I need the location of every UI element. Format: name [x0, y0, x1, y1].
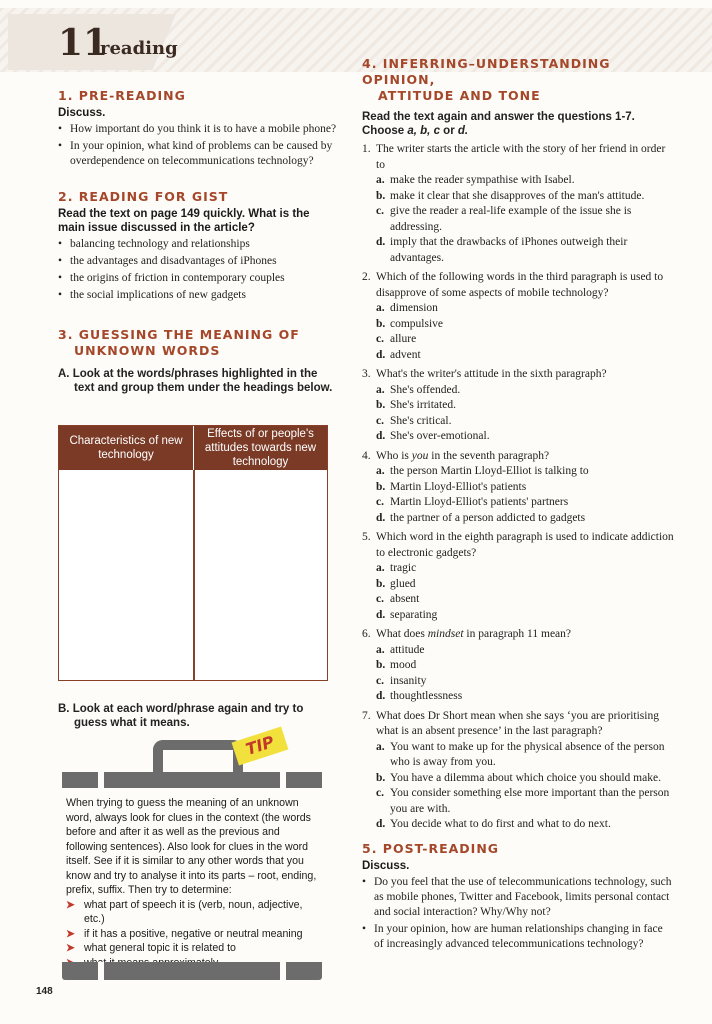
option-text: She's critical.	[390, 414, 452, 427]
option-text: the partner of a person addicted to gadgets	[390, 511, 586, 524]
option-letter: a.	[376, 302, 385, 314]
answer-option	[376, 383, 674, 399]
answer-option	[376, 643, 674, 659]
post-reading-instruction: Discuss.	[362, 859, 410, 872]
option-letter: d.	[376, 511, 386, 524]
instruction-letters: a, b, c	[407, 125, 440, 137]
answer-option	[376, 495, 674, 511]
option-text: make it clear that she disapproves of the man's attitude.	[390, 189, 645, 202]
section-title-line: 4. INFERRING–UNDERSTANDING OPINION,	[362, 56, 611, 87]
question-number: 4.	[362, 449, 371, 462]
section-title-line: ATTITUDE AND TONE	[378, 88, 541, 103]
briefcase-bottom-icon	[62, 962, 322, 980]
option-letter: a.	[376, 643, 385, 656]
answer-option	[376, 429, 674, 445]
list-item: • the social implications of new gadgets	[58, 288, 338, 303]
option-text: She's offended.	[390, 383, 461, 396]
question-text-part: in paragraph 11 mean?	[463, 628, 572, 640]
answer-option	[376, 317, 674, 333]
question-emphasis: mindset	[427, 628, 464, 640]
question-number: 7.	[362, 709, 371, 722]
answer-option	[376, 689, 674, 705]
question-item	[362, 270, 674, 363]
section-title-gist: 2. READING FOR GIST	[58, 189, 229, 204]
tip-tag: TIP	[232, 727, 289, 766]
answer-option	[376, 204, 674, 235]
option-letter: c.	[376, 333, 384, 345]
pre-reading-list	[58, 122, 338, 169]
option-text: You consider something else more important than the person you are with.	[390, 787, 670, 815]
option-text: insanity	[390, 674, 427, 687]
section-title-inferring	[362, 56, 674, 104]
answer-option	[376, 771, 674, 787]
tip-item-text: what general topic it is related to	[84, 942, 236, 954]
section-title-guessing	[58, 327, 338, 359]
answer-option	[376, 480, 674, 496]
answer-option	[376, 577, 674, 593]
answer-option	[376, 674, 674, 690]
left-column	[58, 88, 338, 395]
answer-option	[376, 398, 674, 414]
answer-option	[376, 189, 674, 205]
question-text	[376, 449, 674, 465]
answer-options	[376, 383, 674, 445]
question-item	[362, 367, 674, 445]
answer-option	[376, 658, 674, 674]
list-item: • the origins of friction in contemporary couples	[58, 271, 338, 286]
option-letter: d.	[376, 818, 386, 830]
option-letter: a.	[376, 465, 385, 477]
option-text: make the reader sympathise with Isabel.	[390, 174, 575, 186]
option-letter: c.	[376, 593, 384, 605]
question-number: 3.	[362, 368, 371, 380]
option-text: You have a dilemma about which choice you should make.	[390, 771, 661, 784]
option-text: Martin Lloyd-Elliot's patients' partners	[390, 496, 569, 508]
question-text: What's the writer's attitude in the sixth paragraph?	[376, 368, 607, 380]
option-letter: d.	[376, 236, 386, 248]
word-grouping-table	[58, 425, 328, 681]
question-item	[362, 449, 674, 527]
answer-option	[376, 235, 674, 266]
option-text: the person Martin Lloyd-Elliot is talking to	[390, 465, 589, 477]
option-letter: c.	[376, 496, 384, 508]
inferring-instruction	[362, 110, 674, 138]
instruction-d: d.	[457, 125, 469, 137]
option-text: separating	[390, 608, 438, 621]
question-item	[362, 530, 674, 623]
answer-options	[376, 740, 674, 833]
chapter-number: 11	[58, 22, 109, 64]
answer-option	[376, 301, 674, 317]
question-text: Which of the following words in the third paragraph is used to disapprove of some aspects of mobile technology?	[376, 271, 664, 299]
option-text: mood	[390, 659, 417, 671]
question-text: The writer starts the article with the story of her friend in order to	[376, 143, 666, 171]
question-list	[362, 142, 674, 833]
tip-item	[66, 941, 321, 956]
instruction-or: or	[439, 125, 458, 137]
guessing-part-b-wrap	[58, 702, 338, 730]
answer-options	[376, 561, 674, 623]
tip-item-text: what part of speech it is (verb, noun, adjective, etc.)	[84, 898, 303, 925]
question-text	[376, 627, 674, 643]
question-item	[362, 709, 674, 833]
option-text: You want to make up for the physical absence of the person who is away from you.	[390, 740, 665, 768]
gist-list	[58, 237, 338, 303]
answer-option	[376, 348, 674, 364]
answer-options	[376, 301, 674, 363]
section-title-line: 3. GUESSING THE MEANING OF	[58, 327, 300, 342]
option-letter: a.	[376, 383, 385, 396]
list-item: • balancing technology and relationships	[58, 237, 338, 252]
list-item: • Do you feel that the use of telecommunications technology, such as mobile phones, Twitter and Facebook, limits personal contact and social interaction? Why/Why not?	[362, 875, 674, 920]
option-letter: b.	[376, 659, 386, 671]
question-text-part: in the seventh paragraph?	[428, 449, 550, 462]
list-item: • the advantages and disadvantages of iPhones	[58, 254, 338, 269]
option-text: dimension	[390, 302, 438, 314]
option-letter: b.	[376, 771, 386, 784]
pre-reading-instruction: Discuss.	[58, 107, 106, 119]
list-item: • In your opinion, what kind of problems can be caused by overdependence on telecommunications technology?	[58, 139, 338, 169]
right-column	[362, 56, 674, 954]
option-text: She's irritated.	[390, 399, 456, 411]
question-number: 1.	[362, 143, 371, 155]
gist-instruction: Read the text on page 149 quickly. What is the main issue discussed in the article?	[58, 208, 310, 234]
option-letter: d.	[376, 690, 386, 702]
question-text-part: Who is	[376, 449, 412, 462]
answer-option	[376, 592, 674, 608]
answer-option	[376, 173, 674, 189]
answer-option	[376, 561, 674, 577]
option-letter: c.	[376, 414, 384, 427]
section-title-line: UNKNOWN WORDS	[74, 343, 221, 358]
guessing-part-a: A. Look at the words/phrases highlighted in the text and group them under the headings below.	[58, 368, 333, 394]
option-text: compulsive	[390, 317, 444, 330]
question-number: 6.	[362, 628, 371, 640]
option-letter: d.	[376, 348, 386, 361]
answer-option	[376, 464, 674, 480]
option-letter: b.	[376, 577, 386, 590]
list-item: • How important do you think it is to have a mobile phone?	[58, 122, 338, 137]
question-emphasis: you	[411, 449, 429, 462]
option-letter: d.	[376, 430, 386, 442]
question-item	[362, 142, 674, 266]
guessing-part-b: B. Look at each word/phrase again and try to guess what it means.	[58, 703, 304, 729]
option-letter: d.	[376, 608, 386, 621]
answer-options	[376, 173, 674, 266]
option-letter: b.	[376, 317, 386, 330]
option-letter: b.	[376, 480, 386, 493]
question-number: 2.	[362, 271, 371, 283]
post-reading-list	[362, 875, 674, 952]
chapter-title: reading	[100, 38, 178, 59]
table-header-characteristics: Characteristics of new technology	[59, 426, 193, 470]
option-letter: b.	[376, 399, 386, 411]
question-number: 5.	[362, 531, 371, 543]
option-letter: c.	[376, 674, 384, 687]
answer-options	[376, 643, 674, 705]
option-letter: b.	[376, 189, 386, 202]
option-letter: c.	[376, 787, 384, 799]
answer-option	[376, 511, 674, 527]
question-text: Which word in the eighth paragraph is used to indicate addiction to electronic gadgets?	[376, 531, 674, 559]
option-text: attitude	[390, 643, 425, 656]
section-title-post-reading: 5. POST-READING	[362, 840, 500, 856]
tip-paragraph: When trying to guess the meaning of an unknown word, always look for clues in the context (the words before and after it as well as the previous and following sentences). Also look for clues in the word itself. See if it is similar to any other words that you know and try to analyse it into its parts – root, ending, prefix, suffix. Then try to determine:	[66, 797, 317, 896]
tip-item	[66, 898, 321, 927]
post-reading	[362, 841, 674, 952]
option-text: tragic	[390, 562, 417, 574]
option-letter: a.	[376, 562, 385, 574]
answer-option	[376, 608, 674, 624]
option-text: imply that the drawbacks of iPhones outweigh their advantages.	[390, 236, 628, 264]
answer-option	[376, 817, 674, 833]
table-divider	[193, 470, 195, 680]
tip-box	[58, 730, 328, 990]
page-number: 148	[36, 986, 53, 997]
tip-item-text: if it has a positive, negative or neutral meaning	[84, 927, 303, 940]
briefcase-top-icon	[62, 772, 322, 788]
option-letter: a.	[376, 174, 385, 186]
option-letter: c.	[376, 205, 384, 217]
answer-option	[376, 786, 674, 817]
option-text: You decide what to do first and what to do next.	[390, 818, 611, 830]
arrow-icon: ➤	[66, 898, 75, 911]
option-text: glued	[390, 577, 416, 590]
list-item: • In your opinion, how are human relationships changing in face of increasingly advanced telecommunications technology?	[362, 922, 674, 952]
question-item	[362, 627, 674, 705]
answer-options	[376, 464, 674, 526]
answer-option	[376, 414, 674, 430]
arrow-icon: ➤	[66, 927, 75, 940]
option-text: She's over-emotional.	[390, 430, 490, 442]
option-text: advent	[390, 348, 421, 361]
option-text: absent	[390, 593, 420, 605]
section-title-pre-reading: 1. PRE-READING	[58, 88, 186, 103]
question-text: What does Dr Short mean when she says ‘you are prioritising what is an absent presence’ in the last paragraph?	[376, 709, 659, 737]
option-text: allure	[390, 333, 417, 345]
tip-text	[66, 796, 321, 970]
arrow-icon: ➤	[66, 942, 75, 954]
question-text-part: What does	[376, 628, 428, 640]
answer-option	[376, 740, 674, 771]
table-header-effects: Effects of or people's attitudes towards new technology	[193, 426, 327, 470]
option-text: Martin Lloyd-Elliot's patients	[390, 480, 527, 493]
tip-item	[66, 927, 321, 942]
option-text: thoughtlessness	[390, 690, 463, 702]
option-text: give the reader a real-life example of the issue she is addressing.	[390, 205, 632, 233]
instruction-text: Read the text again and answer the questions 1-7. Choose	[362, 111, 635, 137]
option-letter: a.	[376, 740, 385, 753]
answer-option	[376, 332, 674, 348]
